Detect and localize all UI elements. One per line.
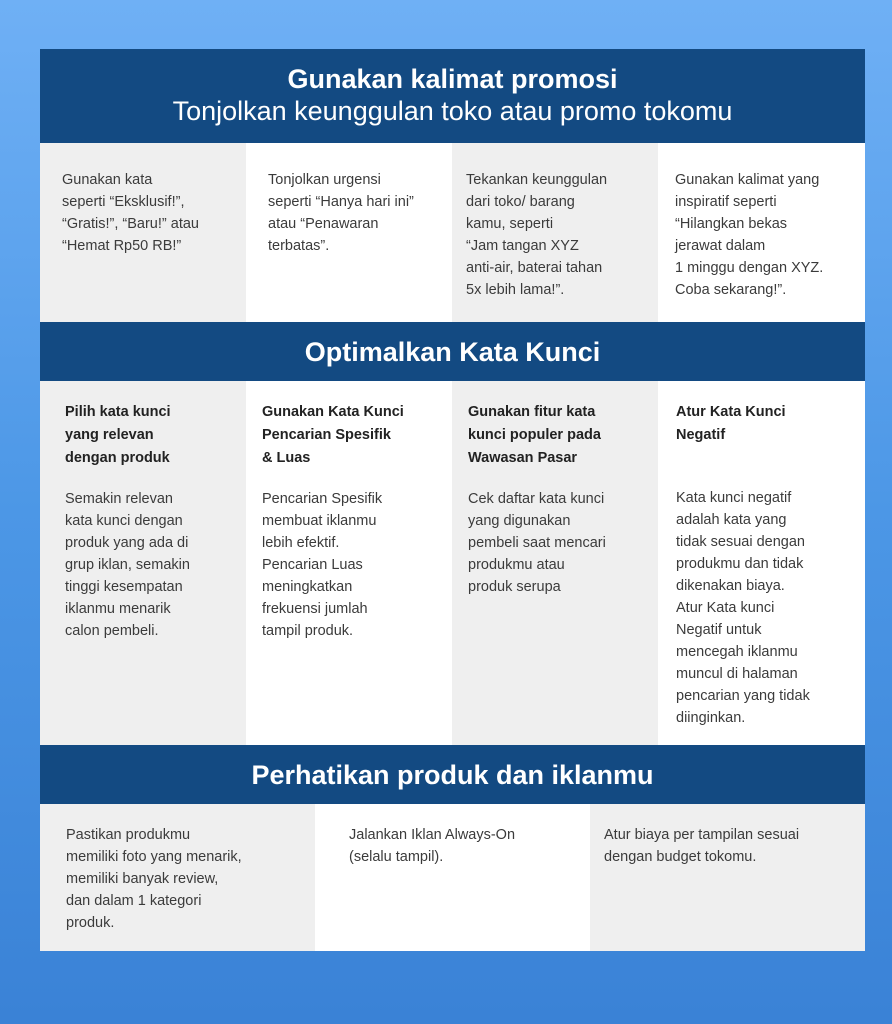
keyword-tip-1 <box>40 381 246 745</box>
section-promo-title: Gunakan kalimat promosi <box>287 64 618 94</box>
section-promo-row <box>40 143 865 322</box>
promo-tip-text: Gunakan kalimat yang inspiratif seperti “Hilangkan bekas jerawat dalam 1 minggu dengan XYZ. Coba sekarang!”. <box>675 172 824 298</box>
section-product-row <box>40 804 865 951</box>
product-tip-1 <box>40 804 315 951</box>
keyword-tip-text: Kata kunci negatif adalah kata yang tidak sesuai dengan produkmu dan tidak dikenakan biaya. Atur Kata kunci Negatif untuk mencegah iklanmu muncul di halaman pencarian yang tidak diinginkan. <box>676 490 810 726</box>
keyword-tip-text: Semakin relevan kata kunci dengan produk yang ada di grup iklan, semakin tinggi kesempatan iklanmu menarik calon pembeli. <box>65 491 190 639</box>
keyword-tip-title: Pilih kata kunci yang relevan dengan produk <box>65 404 171 466</box>
keyword-tip-text: Pencarian Spesifik membuat iklanmu lebih efektif. Pencarian Luas meningkatkan frekuensi jumlah tampil produk. <box>262 491 383 639</box>
keyword-tip-title: Gunakan fitur kata kunci populer pada Wawasan Pasar <box>468 404 601 466</box>
section-promo-header <box>40 49 865 143</box>
keyword-tip-3 <box>452 381 658 745</box>
keyword-tip-4 <box>658 381 865 745</box>
promo-tip-4 <box>658 143 865 322</box>
promo-tip-text: Tekankan keunggulan dari toko/ barang kamu, seperti “Jam tangan XYZ anti-air, baterai tahan 5x lebih lama!”. <box>466 172 608 298</box>
keyword-tip-text: Cek daftar kata kunci yang digunakan pembeli saat mencari produkmu atau produk serupa <box>468 491 606 595</box>
promo-tip-text: Gunakan kata seperti “Eksklusif!”, “Gratis!”, “Baru!” atau “Hemat Rp50 RB!” <box>62 172 199 254</box>
promo-tip-1 <box>40 143 246 322</box>
keyword-tip-title: Gunakan Kata Kunci Pencarian Spesifik & Luas <box>262 404 404 466</box>
section-keyword-row <box>40 381 865 745</box>
keyword-tip-title: Atur Kata Kunci Negatif <box>676 404 786 443</box>
promo-tip-text: Tonjolkan urgensi seperti “Hanya hari ini” atau “Penawaran terbatas”. <box>268 172 414 254</box>
product-tip-3 <box>590 804 865 951</box>
promo-tip-2 <box>246 143 452 322</box>
section-promo-subtitle: Tonjolkan keunggulan toko atau promo tokomu <box>172 96 733 126</box>
product-tip-text: Atur biaya per tampilan sesuai dengan budget tokomu. <box>604 827 800 865</box>
promo-tip-3 <box>452 143 658 322</box>
product-tip-text: Jalankan Iklan Always-On (selalu tampil). <box>349 827 516 865</box>
section-product-header <box>40 745 865 804</box>
section-product-title: Perhatikan produk dan iklanmu <box>251 760 654 790</box>
section-keyword-title: Optimalkan Kata Kunci <box>304 337 601 367</box>
product-tip-text: Pastikan produkmu memiliki foto yang menarik, memiliki banyak review, dan dalam 1 kategori produk. <box>66 827 242 931</box>
product-tip-2 <box>315 804 590 951</box>
section-keyword-header <box>40 322 865 381</box>
keyword-tip-2 <box>246 381 452 745</box>
